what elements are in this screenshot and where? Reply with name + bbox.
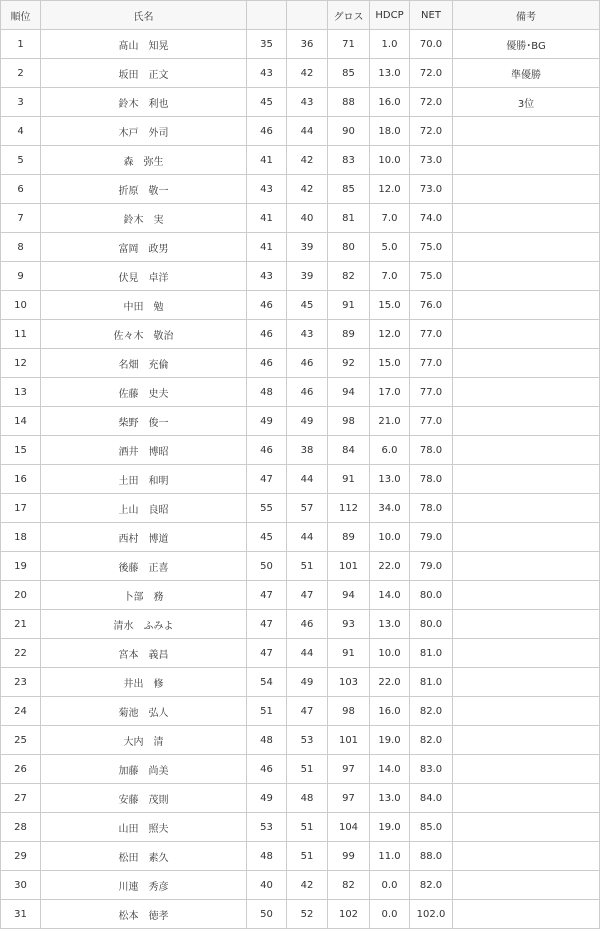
cell-name: 清水 ふみよ <box>41 610 247 639</box>
cell-note <box>453 262 600 291</box>
cell-rank: 14 <box>1 407 41 436</box>
cell-net: 82.0 <box>410 697 453 726</box>
cell-out: 43 <box>247 262 287 291</box>
cell-gross: 83 <box>328 146 370 175</box>
header-in <box>287 1 328 30</box>
cell-out: 41 <box>247 204 287 233</box>
cell-net: 80.0 <box>410 610 453 639</box>
cell-out: 50 <box>247 900 287 929</box>
cell-rank: 27 <box>1 784 41 813</box>
cell-note <box>453 871 600 900</box>
cell-gross: 92 <box>328 349 370 378</box>
cell-gross: 98 <box>328 697 370 726</box>
cell-gross: 91 <box>328 639 370 668</box>
cell-in: 44 <box>287 523 328 552</box>
cell-in: 44 <box>287 639 328 668</box>
cell-note <box>453 175 600 204</box>
cell-name: 木戸 外司 <box>41 117 247 146</box>
cell-hdcp: 18.0 <box>370 117 410 146</box>
cell-name: 名畑 充倫 <box>41 349 247 378</box>
cell-net: 80.0 <box>410 581 453 610</box>
cell-name: 井出 修 <box>41 668 247 697</box>
cell-name: 大内 清 <box>41 726 247 755</box>
cell-hdcp: 10.0 <box>370 523 410 552</box>
cell-in: 46 <box>287 610 328 639</box>
cell-net: 82.0 <box>410 726 453 755</box>
cell-in: 52 <box>287 900 328 929</box>
cell-out: 48 <box>247 378 287 407</box>
cell-gross: 104 <box>328 813 370 842</box>
cell-rank: 2 <box>1 59 41 88</box>
table-row <box>1 349 600 378</box>
cell-note <box>453 552 600 581</box>
cell-name: 中田 勉 <box>41 291 247 320</box>
cell-in: 44 <box>287 117 328 146</box>
cell-note <box>453 349 600 378</box>
cell-in: 40 <box>287 204 328 233</box>
cell-net: 72.0 <box>410 59 453 88</box>
cell-out: 41 <box>247 146 287 175</box>
cell-hdcp: 1.0 <box>370 30 410 59</box>
cell-note <box>453 726 600 755</box>
cell-hdcp: 21.0 <box>370 407 410 436</box>
cell-gross: 101 <box>328 726 370 755</box>
cell-gross: 102 <box>328 900 370 929</box>
table-row <box>1 146 600 175</box>
cell-rank: 4 <box>1 117 41 146</box>
table-row <box>1 88 600 117</box>
cell-in: 51 <box>287 755 328 784</box>
header-note: 備考 <box>453 1 600 30</box>
cell-gross: 81 <box>328 204 370 233</box>
cell-out: 43 <box>247 59 287 88</box>
cell-out: 49 <box>247 784 287 813</box>
cell-name: 松本 徳孝 <box>41 900 247 929</box>
cell-net: 78.0 <box>410 436 453 465</box>
cell-in: 53 <box>287 726 328 755</box>
cell-hdcp: 7.0 <box>370 204 410 233</box>
cell-rank: 21 <box>1 610 41 639</box>
table-row <box>1 755 600 784</box>
cell-note <box>453 233 600 262</box>
cell-in: 42 <box>287 871 328 900</box>
cell-name: 佐藤 史夫 <box>41 378 247 407</box>
cell-hdcp: 13.0 <box>370 465 410 494</box>
cell-hdcp: 16.0 <box>370 697 410 726</box>
cell-gross: 101 <box>328 552 370 581</box>
cell-rank: 23 <box>1 668 41 697</box>
cell-name: 宮本 義昌 <box>41 639 247 668</box>
cell-net: 74.0 <box>410 204 453 233</box>
cell-note: 優勝･BG <box>453 30 600 59</box>
cell-out: 46 <box>247 320 287 349</box>
cell-net: 77.0 <box>410 320 453 349</box>
cell-rank: 17 <box>1 494 41 523</box>
cell-out: 48 <box>247 726 287 755</box>
table-row <box>1 668 600 697</box>
table-row <box>1 204 600 233</box>
cell-in: 51 <box>287 842 328 871</box>
cell-in: 42 <box>287 59 328 88</box>
cell-net: 81.0 <box>410 639 453 668</box>
cell-rank: 1 <box>1 30 41 59</box>
cell-rank: 13 <box>1 378 41 407</box>
cell-rank: 20 <box>1 581 41 610</box>
cell-rank: 19 <box>1 552 41 581</box>
cell-rank: 5 <box>1 146 41 175</box>
cell-net: 79.0 <box>410 552 453 581</box>
cell-name: 酒井 博昭 <box>41 436 247 465</box>
cell-rank: 29 <box>1 842 41 871</box>
table-row <box>1 378 600 407</box>
cell-net: 77.0 <box>410 407 453 436</box>
cell-name: 後藤 正喜 <box>41 552 247 581</box>
cell-out: 54 <box>247 668 287 697</box>
cell-net: 79.0 <box>410 523 453 552</box>
cell-note <box>453 581 600 610</box>
cell-in: 39 <box>287 233 328 262</box>
cell-name: 折原 敬一 <box>41 175 247 204</box>
cell-hdcp: 14.0 <box>370 755 410 784</box>
cell-rank: 31 <box>1 900 41 929</box>
cell-name: 伏見 卓洋 <box>41 262 247 291</box>
cell-gross: 91 <box>328 465 370 494</box>
cell-out: 48 <box>247 842 287 871</box>
cell-name: 森 弥生 <box>41 146 247 175</box>
cell-out: 46 <box>247 436 287 465</box>
cell-rank: 7 <box>1 204 41 233</box>
cell-gross: 85 <box>328 59 370 88</box>
cell-in: 49 <box>287 668 328 697</box>
cell-hdcp: 7.0 <box>370 262 410 291</box>
cell-net: 72.0 <box>410 88 453 117</box>
cell-out: 47 <box>247 639 287 668</box>
cell-note <box>453 523 600 552</box>
header-net: NET <box>410 1 453 30</box>
cell-note <box>453 697 600 726</box>
cell-note <box>453 668 600 697</box>
cell-note <box>453 813 600 842</box>
cell-gross: 85 <box>328 175 370 204</box>
table-row <box>1 726 600 755</box>
cell-rank: 3 <box>1 88 41 117</box>
cell-gross: 94 <box>328 378 370 407</box>
cell-gross: 91 <box>328 291 370 320</box>
cell-hdcp: 11.0 <box>370 842 410 871</box>
cell-out: 47 <box>247 465 287 494</box>
cell-in: 51 <box>287 552 328 581</box>
cell-net: 84.0 <box>410 784 453 813</box>
table-row <box>1 117 600 146</box>
cell-name: 柴野 俊一 <box>41 407 247 436</box>
cell-hdcp: 10.0 <box>370 146 410 175</box>
cell-hdcp: 12.0 <box>370 320 410 349</box>
cell-gross: 103 <box>328 668 370 697</box>
cell-out: 40 <box>247 871 287 900</box>
table-row <box>1 320 600 349</box>
cell-hdcp: 15.0 <box>370 291 410 320</box>
cell-gross: 94 <box>328 581 370 610</box>
cell-name: 山田 照夫 <box>41 813 247 842</box>
cell-out: 46 <box>247 755 287 784</box>
table-row <box>1 813 600 842</box>
cell-hdcp: 14.0 <box>370 581 410 610</box>
cell-gross: 71 <box>328 30 370 59</box>
cell-rank: 9 <box>1 262 41 291</box>
cell-name: 卜部 務 <box>41 581 247 610</box>
header-rank: 順位 <box>1 1 41 30</box>
table-row <box>1 262 600 291</box>
table-row <box>1 175 600 204</box>
cell-note <box>453 610 600 639</box>
cell-gross: 97 <box>328 784 370 813</box>
cell-rank: 24 <box>1 697 41 726</box>
table-row <box>1 610 600 639</box>
cell-name: 坂田 正文 <box>41 59 247 88</box>
cell-net: 78.0 <box>410 494 453 523</box>
cell-rank: 12 <box>1 349 41 378</box>
cell-note <box>453 146 600 175</box>
table-header <box>1 1 600 30</box>
cell-in: 39 <box>287 262 328 291</box>
cell-out: 47 <box>247 610 287 639</box>
cell-net: 72.0 <box>410 117 453 146</box>
cell-net: 81.0 <box>410 668 453 697</box>
cell-gross: 82 <box>328 262 370 291</box>
cell-rank: 16 <box>1 465 41 494</box>
cell-name: 西村 博道 <box>41 523 247 552</box>
cell-in: 43 <box>287 88 328 117</box>
cell-note <box>453 494 600 523</box>
cell-in: 51 <box>287 813 328 842</box>
cell-gross: 82 <box>328 871 370 900</box>
cell-rank: 30 <box>1 871 41 900</box>
cell-name: 佐々木 敬治 <box>41 320 247 349</box>
table-row <box>1 784 600 813</box>
cell-in: 49 <box>287 407 328 436</box>
cell-out: 45 <box>247 523 287 552</box>
cell-in: 57 <box>287 494 328 523</box>
cell-out: 47 <box>247 581 287 610</box>
cell-in: 38 <box>287 436 328 465</box>
cell-hdcp: 0.0 <box>370 900 410 929</box>
table-row <box>1 697 600 726</box>
cell-net: 76.0 <box>410 291 453 320</box>
cell-rank: 8 <box>1 233 41 262</box>
cell-name: 加藤 尚美 <box>41 755 247 784</box>
cell-hdcp: 6.0 <box>370 436 410 465</box>
cell-in: 45 <box>287 291 328 320</box>
cell-hdcp: 0.0 <box>370 871 410 900</box>
table-row <box>1 407 600 436</box>
cell-hdcp: 22.0 <box>370 552 410 581</box>
cell-out: 35 <box>247 30 287 59</box>
cell-note <box>453 378 600 407</box>
table-row <box>1 59 600 88</box>
cell-hdcp: 19.0 <box>370 813 410 842</box>
cell-out: 51 <box>247 697 287 726</box>
cell-in: 44 <box>287 465 328 494</box>
cell-note <box>453 291 600 320</box>
table-row <box>1 871 600 900</box>
cell-gross: 93 <box>328 610 370 639</box>
table-row <box>1 465 600 494</box>
header-gross: グロス <box>328 1 370 30</box>
cell-gross: 89 <box>328 320 370 349</box>
cell-net: 83.0 <box>410 755 453 784</box>
cell-rank: 28 <box>1 813 41 842</box>
table-row <box>1 30 600 59</box>
cell-net: 75.0 <box>410 262 453 291</box>
cell-in: 46 <box>287 378 328 407</box>
cell-hdcp: 5.0 <box>370 233 410 262</box>
cell-gross: 90 <box>328 117 370 146</box>
cell-name: 鈴木 実 <box>41 204 247 233</box>
table-row <box>1 233 600 262</box>
table-row <box>1 291 600 320</box>
cell-rank: 26 <box>1 755 41 784</box>
cell-rank: 18 <box>1 523 41 552</box>
cell-gross: 97 <box>328 755 370 784</box>
header-name: 氏名 <box>41 1 247 30</box>
table-row <box>1 436 600 465</box>
cell-note <box>453 842 600 871</box>
cell-in: 47 <box>287 581 328 610</box>
cell-net: 70.0 <box>410 30 453 59</box>
cell-gross: 80 <box>328 233 370 262</box>
cell-hdcp: 22.0 <box>370 668 410 697</box>
cell-hdcp: 10.0 <box>370 639 410 668</box>
cell-net: 82.0 <box>410 871 453 900</box>
cell-note <box>453 900 600 929</box>
table-body <box>1 30 600 929</box>
cell-name: 松田 素久 <box>41 842 247 871</box>
cell-in: 46 <box>287 349 328 378</box>
cell-rank: 6 <box>1 175 41 204</box>
cell-net: 102.0 <box>410 900 453 929</box>
cell-note <box>453 436 600 465</box>
cell-out: 46 <box>247 349 287 378</box>
cell-name: 土田 和明 <box>41 465 247 494</box>
cell-out: 46 <box>247 291 287 320</box>
cell-note <box>453 204 600 233</box>
cell-note <box>453 320 600 349</box>
cell-rank: 11 <box>1 320 41 349</box>
cell-note: 3位 <box>453 88 600 117</box>
cell-net: 77.0 <box>410 378 453 407</box>
cell-net: 85.0 <box>410 813 453 842</box>
table-row <box>1 581 600 610</box>
cell-in: 48 <box>287 784 328 813</box>
cell-hdcp: 13.0 <box>370 59 410 88</box>
cell-net: 78.0 <box>410 465 453 494</box>
cell-out: 49 <box>247 407 287 436</box>
cell-gross: 89 <box>328 523 370 552</box>
cell-out: 55 <box>247 494 287 523</box>
table-row <box>1 523 600 552</box>
table-row <box>1 494 600 523</box>
cell-gross: 84 <box>328 436 370 465</box>
cell-name: 安藤 茂則 <box>41 784 247 813</box>
cell-note: 準優勝 <box>453 59 600 88</box>
table-row <box>1 900 600 929</box>
cell-out: 43 <box>247 175 287 204</box>
cell-out: 46 <box>247 117 287 146</box>
cell-note <box>453 639 600 668</box>
cell-net: 77.0 <box>410 349 453 378</box>
table-row <box>1 552 600 581</box>
header-row <box>1 1 600 30</box>
cell-out: 45 <box>247 88 287 117</box>
cell-name: 鈴木 利也 <box>41 88 247 117</box>
cell-rank: 10 <box>1 291 41 320</box>
cell-name: 上山 良昭 <box>41 494 247 523</box>
cell-in: 42 <box>287 146 328 175</box>
cell-hdcp: 16.0 <box>370 88 410 117</box>
cell-hdcp: 13.0 <box>370 784 410 813</box>
cell-name: 川連 秀彦 <box>41 871 247 900</box>
cell-hdcp: 34.0 <box>370 494 410 523</box>
cell-note <box>453 755 600 784</box>
cell-name: 髙山 知晃 <box>41 30 247 59</box>
header-hdcp: HDCP <box>370 1 410 30</box>
cell-out: 41 <box>247 233 287 262</box>
cell-net: 88.0 <box>410 842 453 871</box>
cell-hdcp: 12.0 <box>370 175 410 204</box>
cell-net: 73.0 <box>410 175 453 204</box>
cell-in: 43 <box>287 320 328 349</box>
cell-in: 47 <box>287 697 328 726</box>
cell-gross: 112 <box>328 494 370 523</box>
cell-hdcp: 13.0 <box>370 610 410 639</box>
cell-name: 富岡 政男 <box>41 233 247 262</box>
cell-rank: 25 <box>1 726 41 755</box>
cell-in: 42 <box>287 175 328 204</box>
cell-out: 50 <box>247 552 287 581</box>
table-row <box>1 842 600 871</box>
cell-hdcp: 17.0 <box>370 378 410 407</box>
cell-note <box>453 117 600 146</box>
cell-out: 53 <box>247 813 287 842</box>
cell-hdcp: 15.0 <box>370 349 410 378</box>
cell-net: 75.0 <box>410 233 453 262</box>
cell-gross: 99 <box>328 842 370 871</box>
cell-name: 菊池 弘人 <box>41 697 247 726</box>
cell-note <box>453 407 600 436</box>
header-out <box>247 1 287 30</box>
cell-rank: 15 <box>1 436 41 465</box>
cell-rank: 22 <box>1 639 41 668</box>
cell-gross: 98 <box>328 407 370 436</box>
cell-in: 36 <box>287 30 328 59</box>
cell-hdcp: 19.0 <box>370 726 410 755</box>
table-row <box>1 639 600 668</box>
cell-note <box>453 784 600 813</box>
cell-note <box>453 465 600 494</box>
cell-gross: 88 <box>328 88 370 117</box>
cell-net: 73.0 <box>410 146 453 175</box>
